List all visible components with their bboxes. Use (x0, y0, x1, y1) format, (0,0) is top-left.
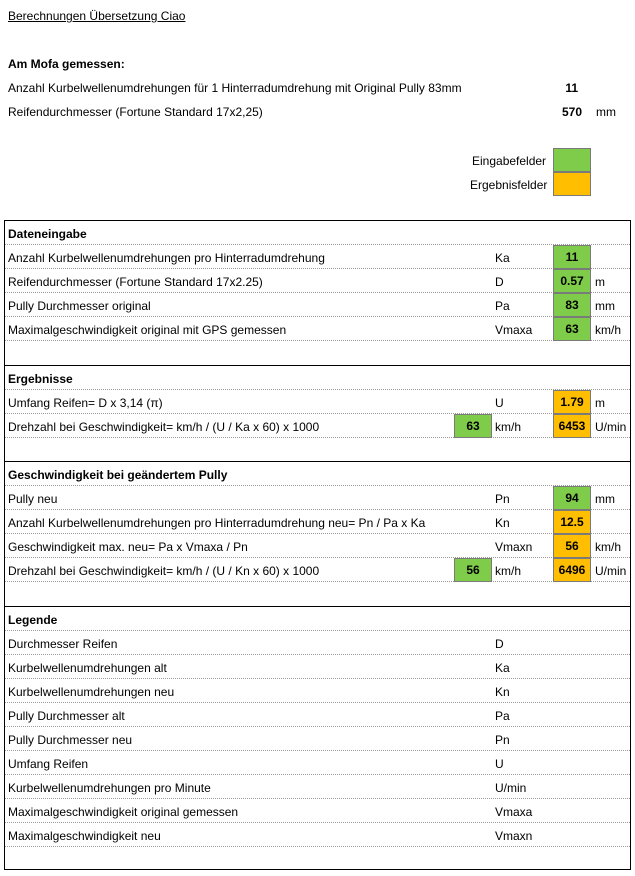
key-result-label: Ergebnisfelder (470, 178, 548, 192)
row-unit: km/h (595, 323, 622, 337)
row-unit: mm (595, 492, 615, 506)
key-result-swatch (553, 172, 591, 196)
row-unit: U/min (595, 420, 627, 434)
legend-symbol: Vmaxn (495, 829, 533, 843)
section-heading-ergebnisse: Ergebnisse (8, 372, 73, 386)
measured-tire-value[interactable]: 570 (561, 105, 582, 119)
legend-symbol: U/min (495, 781, 527, 795)
legend-symbol: Vmaxa (495, 805, 533, 819)
row-label: Drehzahl bei Geschwindigkeit= km/h / (U / Ka x 60) x 1000 (8, 420, 320, 434)
row-label: Geschwindigkeit max. neu= Pa x Vmaxa / Pn (8, 540, 248, 554)
section-heading-legende: Legende (8, 613, 58, 627)
input-pa[interactable]: 83 (553, 293, 591, 317)
row-symbol: Vmaxa (495, 323, 533, 337)
input-speed-rpm[interactable]: 63 (454, 414, 492, 438)
page-title: Berechnungen Übersetzung Ciao (8, 9, 186, 23)
row-label: Maximalgeschwindigkeit original mit GPS gemessen (8, 323, 287, 337)
row-symbol: km/h (495, 564, 522, 578)
legend-symbol: Kn (495, 685, 510, 699)
legend-label: Pully Durchmesser neu (8, 733, 133, 747)
row-symbol: Vmaxn (495, 540, 533, 554)
input-vmaxa[interactable]: 63 (553, 317, 591, 341)
measured-crank-value[interactable]: 11 (565, 81, 578, 95)
row-unit: U/min (595, 564, 627, 578)
row-symbol: Pa (495, 299, 510, 313)
measured-crank-label: Anzahl Kurbelwellenumdrehungen für 1 Hinterradumdrehung mit Original Pully 83mm (8, 81, 462, 95)
legend-label: Kurbelwellenumdrehungen alt (8, 661, 167, 675)
legend-label: Kurbelwellenumdrehungen neu (8, 685, 175, 699)
input-speed-rpm-new[interactable]: 56 (454, 558, 492, 582)
row-symbol: Kn (495, 516, 510, 530)
row-unit: mm (595, 299, 615, 313)
row-label: Reifendurchmesser (Fortune Standard 17x2.25) (8, 275, 263, 289)
legend-label: Maximalgeschwindigkeit neu (8, 829, 161, 843)
row-symbol: Ka (495, 251, 510, 265)
legend-symbol: D (495, 637, 504, 651)
legend-label: Umfang Reifen (8, 757, 89, 771)
row-unit: m (595, 396, 605, 410)
row-symbol: Pn (495, 492, 510, 506)
result-u: 1.79 (553, 390, 591, 414)
row-label: Pully Durchmesser original (8, 299, 151, 313)
row-unit: m (595, 275, 605, 289)
row-symbol: U (495, 396, 504, 410)
row-symbol: km/h (495, 420, 522, 434)
row-symbol: D (495, 275, 504, 289)
legend-symbol: Pa (495, 709, 510, 723)
input-ka[interactable]: 11 (553, 245, 591, 269)
input-d[interactable]: 0.57 (553, 269, 591, 293)
legend-label: Maximalgeschwindigkeit original gemessen (8, 805, 239, 819)
section-heading-pully: Geschwindigkeit bei geändertem Pully (8, 468, 228, 482)
legend-label: Kurbelwellenumdrehungen pro Minute (8, 781, 211, 795)
key-input-label: Eingabefelder (472, 154, 547, 168)
legend-symbol: U (495, 757, 504, 771)
section-heading-dateneingabe: Dateneingabe (8, 227, 87, 241)
measured-heading: Am Mofa gemessen: (8, 57, 125, 71)
measured-tire-label: Reifendurchmesser (Fortune Standard 17x2,25) (8, 105, 263, 119)
input-pn[interactable]: 94 (553, 486, 591, 510)
result-vmaxn: 56 (553, 534, 591, 558)
row-label: Umfang Reifen= D x 3,14 (π) (8, 396, 163, 410)
row-label: Pully neu (8, 492, 58, 506)
legend-symbol: Ka (495, 661, 510, 675)
row-label: Drehzahl bei Geschwindigkeit= km/h / (U / Kn x 60) x 1000 (8, 564, 320, 578)
legend-symbol: Pn (495, 733, 510, 747)
row-unit: km/h (595, 540, 622, 554)
legend-label: Durchmesser Reifen (8, 637, 118, 651)
row-label: Anzahl Kurbelwellenumdrehungen pro Hinterradumdrehung (8, 251, 325, 265)
result-rpm-new: 6496 (553, 558, 591, 582)
result-rpm: 6453 (553, 414, 591, 438)
measured-tire-unit: mm (596, 105, 616, 119)
key-input-swatch (553, 148, 591, 172)
legend-label: Pully Durchmesser alt (8, 709, 125, 723)
row-label: Anzahl Kurbelwellenumdrehungen pro Hinterradumdrehung neu= Pn / Pa x Ka (8, 516, 426, 530)
result-kn: 12.5 (553, 510, 591, 534)
